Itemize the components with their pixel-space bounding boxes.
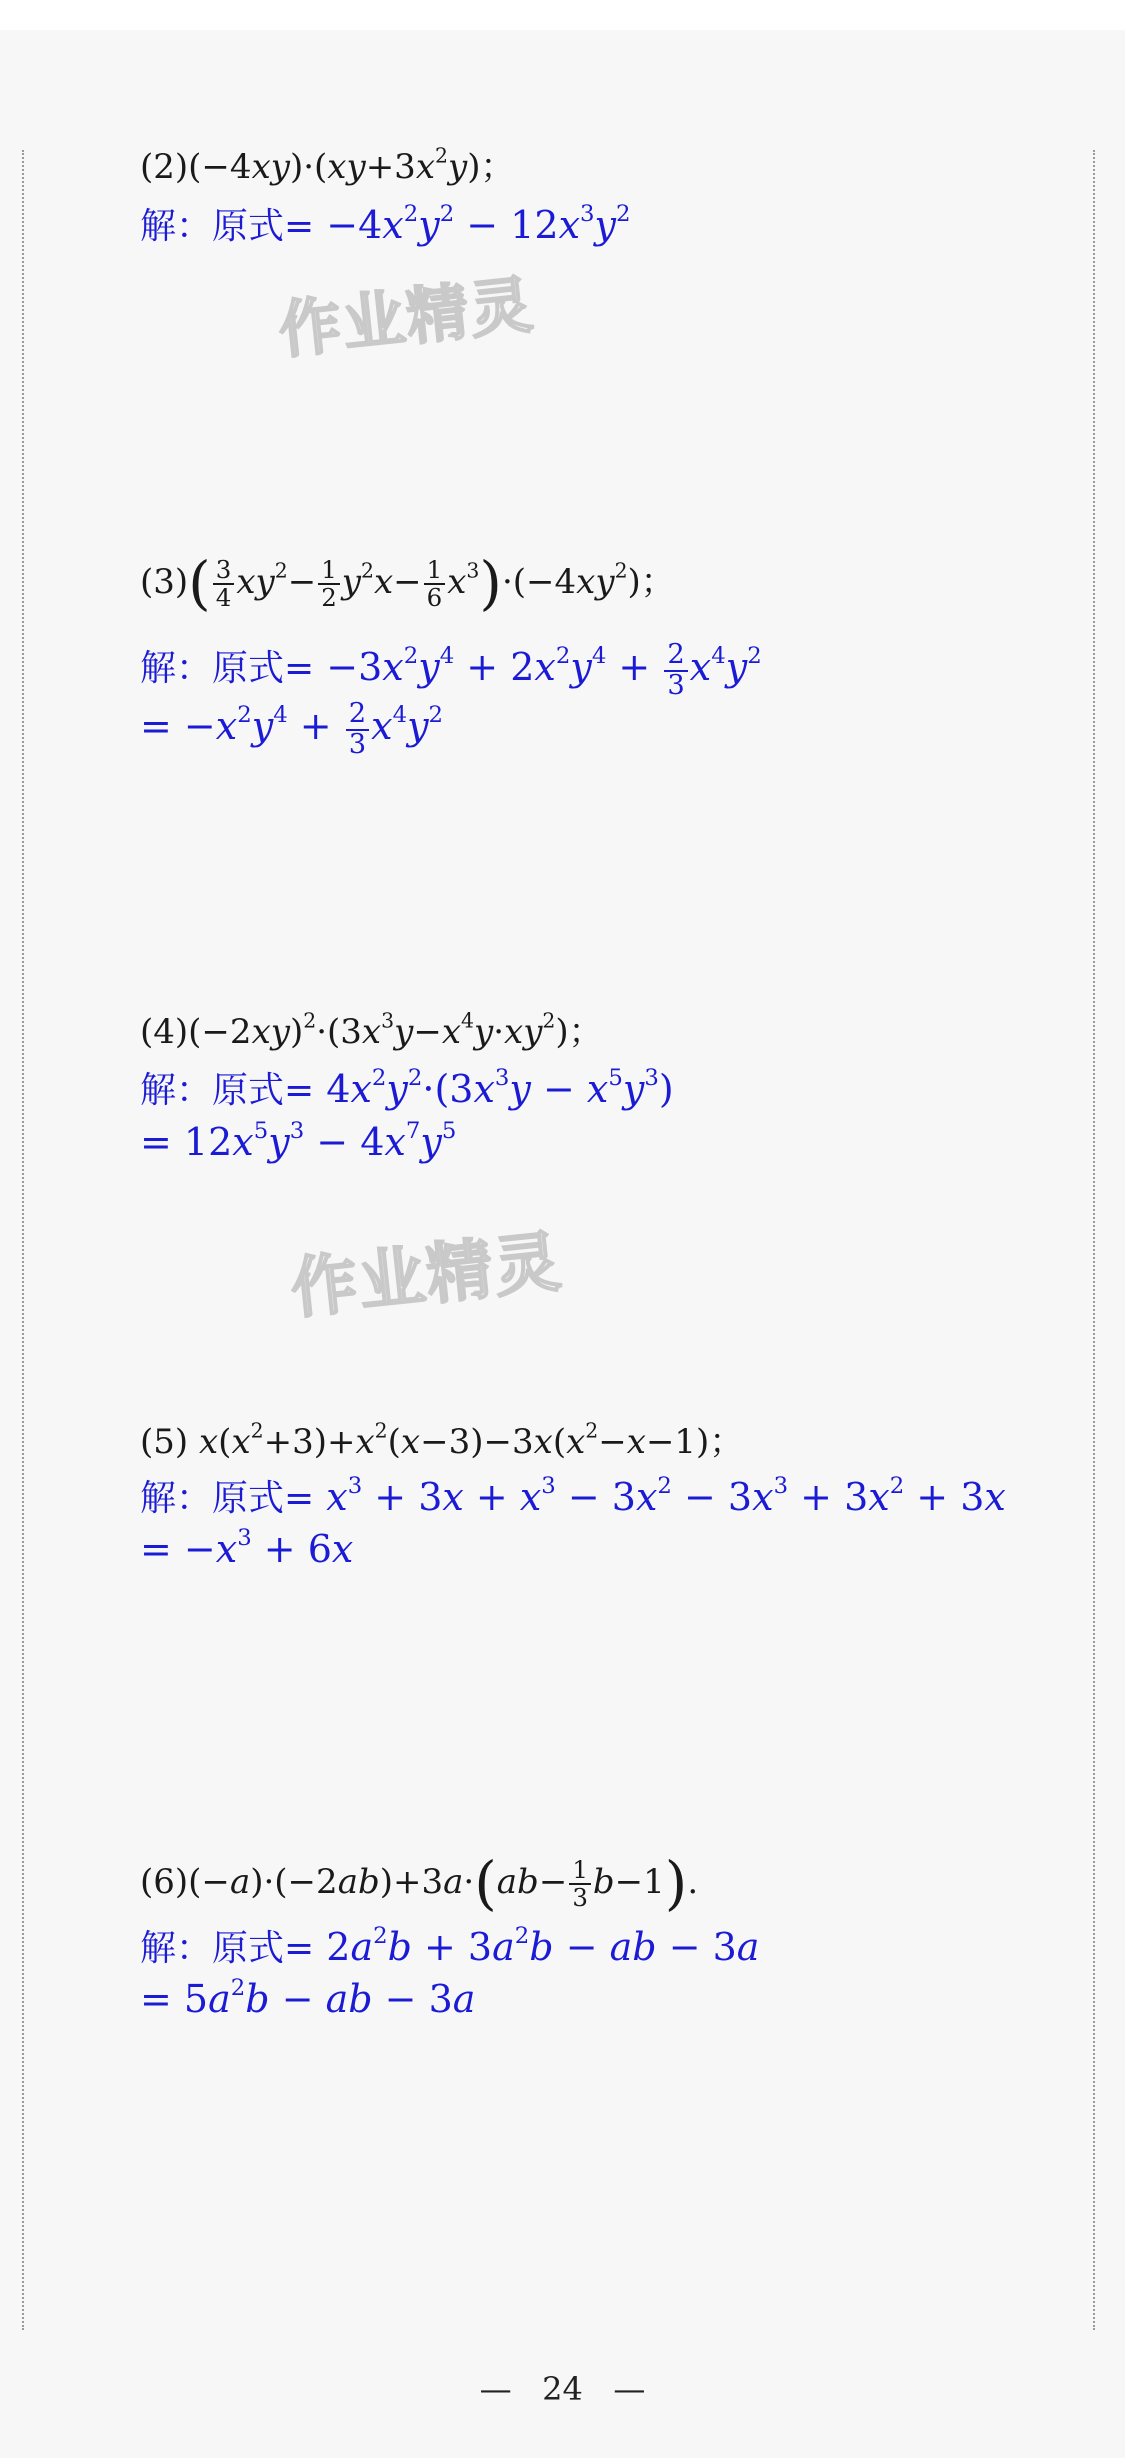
problem-3: (3)( $\frac{3}{4}$ $xy^2-$ $\frac{1}{2}$ $y^2x-$ $\frac{1}{6}$ $x^3)\cdot(-4xy^2)$； [140,549,675,617]
page-number: 24 [542,2370,583,2408]
problem-6: (6)(−a)·(−2ab)+3a·(ab− $\frac{1}{3}$ b−1). [140,1849,699,1917]
problem-label: (2) [140,147,189,187]
solution-5-line-2: = $-x^3 + 6x$ [140,1524,354,1571]
solution-4-line-2: = $12x^5y^3 - 4x^7y^5$ [140,1117,457,1164]
problem-2: $(2)(-4xy)\cdot(xy+3x^2y)$； [140,143,515,187]
solution-5-line-1: 解：原式= $x^3 + 3x + x^3 - 3x^2 - 3x^3 + 3x^2 + 3x$ [140,1472,1006,1519]
problem-4: $(4)(-2xy)^2\cdot(3x^3y-x^4y\cdot xy^2)$； [140,1008,603,1052]
solution-prefix: 解：原式= [140,1070,315,1111]
solution-3-line-1: 解：原式= $-3x^2y^4 + 2x^2y^4$ + $\frac{2}{3}$ $x^4y^2$ [140,638,762,701]
footer-dash-right: — [613,2370,646,2408]
solution-6-line-1: 解：原式= $2a^2b + 3a^2b$ − ab − 3a [140,1922,760,1969]
solution-4-line-1: 解：原式= $4x^2y^2\cdot(3x^3y - x^5y^3)$ [140,1064,674,1111]
problem-5: (5) $x(x^2+3)+x^2(x-3)-3x(x^2-x-1)$； [140,1418,744,1462]
footer-dash-left: — [479,2370,512,2408]
watermark: 作业精灵 [287,1222,566,1328]
problem-label: (5) [140,1422,189,1462]
solution-prefix: 解：原式= [140,1478,315,1519]
watermark: 作业精灵 [275,267,538,368]
solution-6-line-2: = $5a^2b$ − ab − 3a [140,1974,476,2021]
solution-prefix: 解：原式= [140,1928,315,1969]
solution-2: 解：原式= $-4x^2y^2 - 12x^3y^2$ [140,200,631,247]
problem-label: (3) [140,561,189,602]
top-band [0,0,1125,30]
solution-3-line-2: = $-x^2y^4$ + $\frac{2}{3}$ $x^4y^2$ [140,698,444,760]
left-dotted-rule [22,150,24,2330]
problem-label: (4) [140,1012,189,1052]
problem-label: (6) [140,1861,189,1902]
solution-prefix: 解：原式= [140,648,315,689]
solution-prefix: 解：原式= [140,206,315,247]
right-dotted-rule [1093,150,1095,2330]
page-footer [0,2370,1125,2408]
